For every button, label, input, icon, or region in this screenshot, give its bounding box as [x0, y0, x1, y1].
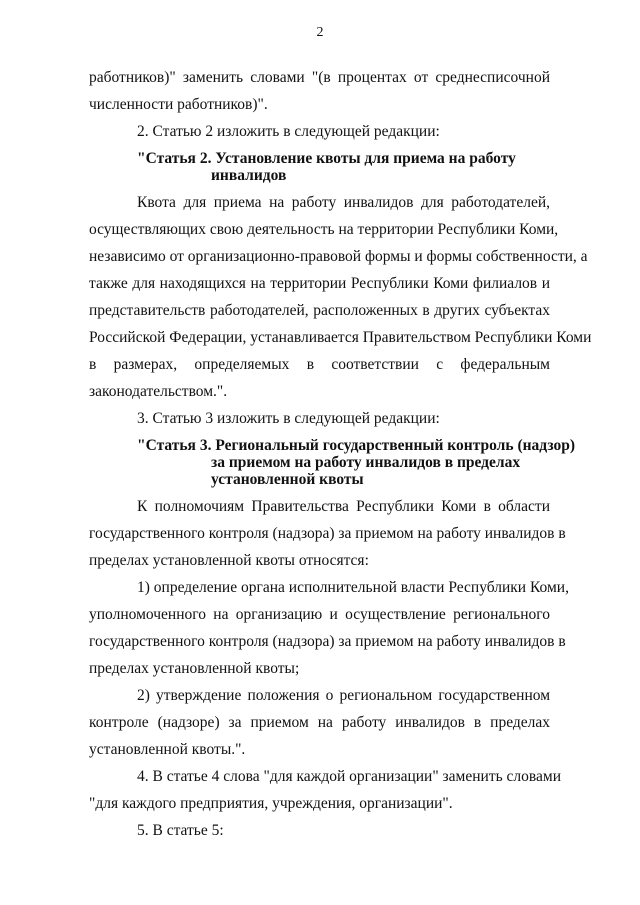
text-line: государственного контроля (надзора) за приемом на работу инвалидов в	[89, 525, 566, 542]
text-line: осуществляющих свою деятельность на территории Республики Коми,	[89, 221, 559, 238]
text-line: "для каждого предприятия, учреждения, организации".	[89, 795, 453, 812]
text-line: Российской Федерации, устанавливается Правительством Республики Коми	[89, 329, 592, 346]
article-3-heading-cont: за приемом на работу инвалидов в пределах	[211, 454, 521, 471]
text-line: в размерах, определяемых в соответствии с федеральным	[89, 356, 550, 373]
text-line: законодательством.".	[89, 383, 228, 400]
text-line: также для находящихся на территории Республики Коми филиалов и	[89, 275, 550, 292]
text-line: государственного контроля (надзора) за приемом на работу инвалидов в	[89, 633, 566, 650]
article-2-heading: "Статья 2. Установление квоты для приема на работу	[137, 150, 516, 167]
text-line: 1) определение органа исполнительной власти Республики Коми,	[137, 579, 569, 596]
text-line: пределах установленной квоты;	[89, 660, 300, 677]
text-line: представительств работодателей, расположенных в других субъектах	[89, 302, 550, 319]
text-line: Квота для приема на работу инвалидов для работодателей,	[137, 194, 550, 211]
text-line: контроле (надзоре) за приемом на работу инвалидов в пределах	[89, 714, 550, 731]
text-line: 4. В статье 4 слова "для каждой организации" заменить словами	[137, 768, 562, 785]
text-line: работников)" заменить словами "(в процентах от среднесписочной	[89, 69, 550, 86]
text-line: 5. В статье 5:	[137, 822, 224, 839]
text-line: установленной квоты.".	[89, 741, 246, 758]
text-line: 2) утверждение положения о региональном государственном	[137, 687, 550, 704]
article-3-heading: "Статья 3. Региональный государственный контроль (надзор)	[137, 437, 575, 454]
text-line: численности работников)".	[89, 96, 268, 113]
text-line: К полномочиям Правительства Республики Коми в области	[137, 498, 550, 515]
page-number: 2	[316, 25, 324, 40]
text-line: уполномоченного на организацию и осуществление регионального	[89, 606, 550, 623]
article-3-heading-cont: установленной квоты	[211, 471, 364, 488]
text-line: независимо от организационно-правовой формы и формы собственности, а	[89, 248, 588, 265]
text-line: 2. Статью 2 изложить в следующей редакции:	[137, 123, 440, 140]
text-line: 3. Статью 3 изложить в следующей редакции:	[137, 410, 440, 427]
text-line: пределах установленной квоты относятся:	[89, 552, 369, 569]
article-2-heading-cont: инвалидов	[211, 167, 287, 184]
